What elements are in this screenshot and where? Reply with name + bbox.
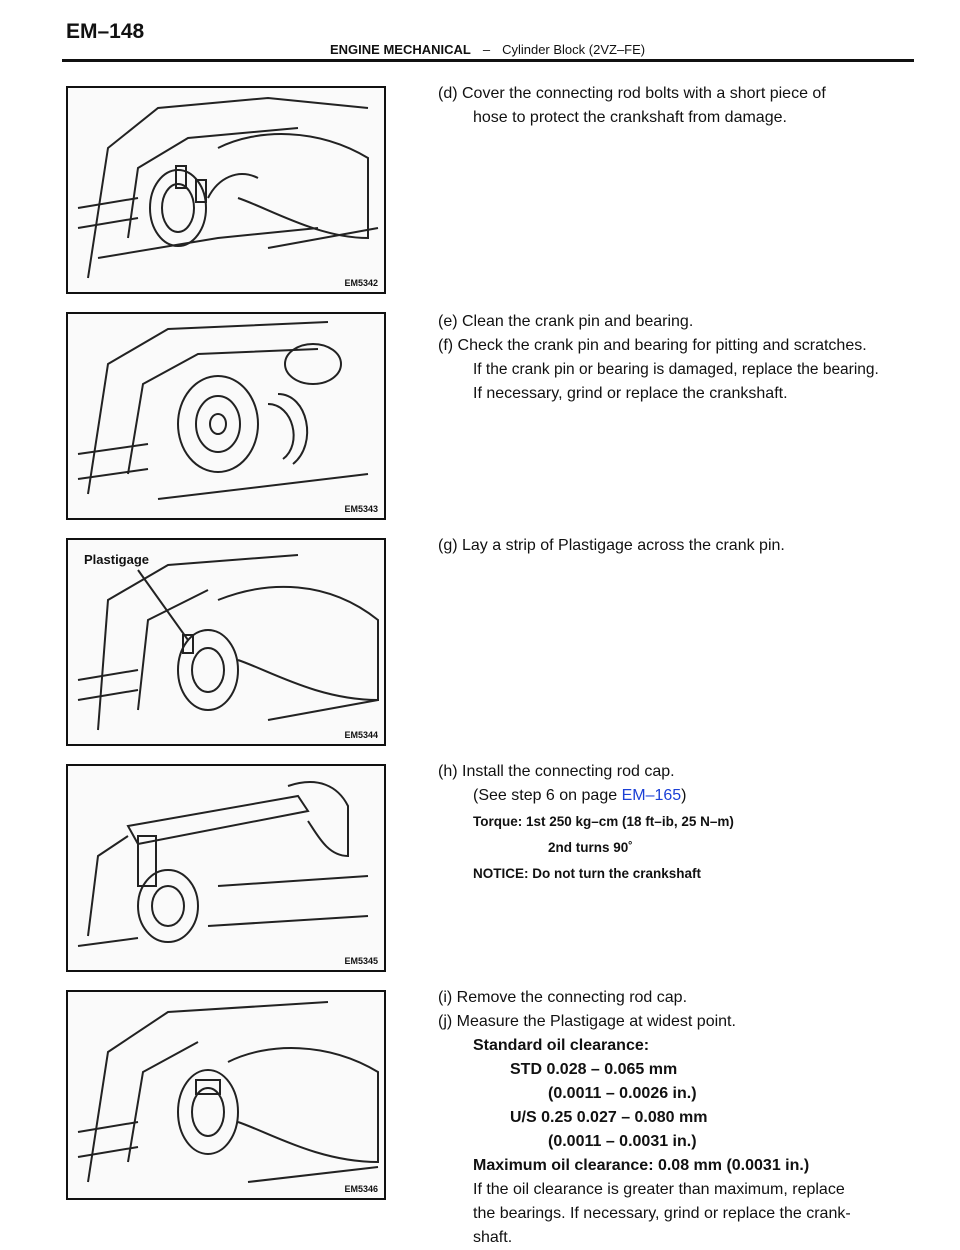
subsection-title: Cylinder Block (2VZ–FE): [502, 42, 646, 57]
figure-code: EM5346: [344, 1184, 378, 1194]
step-i-j: [438, 986, 918, 1250]
figure-code: EM5344: [344, 730, 378, 740]
step-g-line: (g) Lay a strip of Plastigage across the crank pin.: [438, 537, 785, 554]
std-clearance-mm: STD 0.028 – 0.065 mm: [510, 1061, 678, 1078]
step-f-line2: If the crank pin or bearing is damaged, replace the bearing.: [473, 361, 879, 378]
figure-code: EM5345: [344, 956, 378, 966]
clearance-note-2: the bearings. If necessary, grind or replace the crank-: [473, 1205, 851, 1222]
clearance-note-3: shaft.: [473, 1229, 513, 1246]
std-clearance-in: (0.0011 – 0.0026 in.): [548, 1085, 697, 1102]
header-separator: –: [482, 42, 491, 57]
page-link-em165[interactable]: EM–165: [621, 787, 682, 804]
see-prefix: (See step 6 on page: [473, 787, 622, 804]
figure-code: EM5342: [344, 278, 378, 288]
step-f-line1: (f) Check the crank pin and bearing for pitting and scratches.: [438, 337, 867, 354]
illustration-plastigage: [68, 540, 384, 744]
figure-torque-wrench: [66, 764, 386, 972]
running-header: [330, 42, 645, 57]
clearance-note-1: If the oil clearance is greater than maximum, replace: [473, 1181, 845, 1198]
page-number: EM–148: [66, 20, 145, 43]
step-e-f: [438, 310, 918, 406]
step-f-line3: If necessary, grind or replace the crankshaft.: [473, 385, 788, 402]
step-h: [438, 760, 918, 886]
us-clearance-mm: U/S 0.25 0.027 – 0.080 mm: [510, 1109, 708, 1126]
illustration-measure-plastigage: [68, 992, 384, 1198]
step-j-line1: (j) Measure the Plastigage at widest point.: [438, 1013, 736, 1030]
see-suffix: ): [681, 787, 687, 804]
step-i: (i) Remove the connecting rod cap.: [438, 989, 688, 1006]
us-clearance-in: (0.0011 – 0.0031 in.): [548, 1133, 697, 1150]
figure-cover-bolts: [66, 86, 386, 294]
plastigage-callout: Plastigage: [84, 552, 150, 567]
step-g: [438, 534, 918, 558]
illustration-torque-wrench: [68, 766, 384, 970]
step-d-line1: (d) Cover the connecting rod bolts with a short piece of: [438, 85, 826, 102]
torque-spec: Torque: 1st 250 kg–cm (18 ft–ib, 25 N–m): [473, 814, 734, 829]
step-d: [438, 82, 918, 130]
figure-crank-pin-bearing: [66, 312, 386, 520]
header-rule: [62, 59, 914, 62]
figure-plastigage: [66, 538, 386, 746]
step-h-line1: (h) Install the connecting rod cap.: [438, 763, 675, 780]
step-h-reference: [438, 784, 918, 808]
figure-measure-plastigage: [66, 990, 386, 1200]
section-title: ENGINE MECHANICAL: [330, 42, 471, 57]
max-clearance: Maximum oil clearance: 0.08 mm (0.0031 in.): [473, 1157, 810, 1174]
torque-spec-2nd: 2nd turns 90˚: [548, 840, 633, 855]
figure-code: EM5343: [344, 504, 378, 514]
step-e: (e) Clean the crank pin and bearing.: [438, 313, 694, 330]
illustration-cover-bolts: [68, 88, 384, 292]
illustration-crank-pin-bearing: [68, 314, 384, 518]
std-clearance-title: Standard oil clearance:: [473, 1037, 650, 1054]
notice: NOTICE: Do not turn the crankshaft: [473, 866, 702, 881]
step-d-line2: hose to protect the crankshaft from damage.: [473, 109, 787, 126]
